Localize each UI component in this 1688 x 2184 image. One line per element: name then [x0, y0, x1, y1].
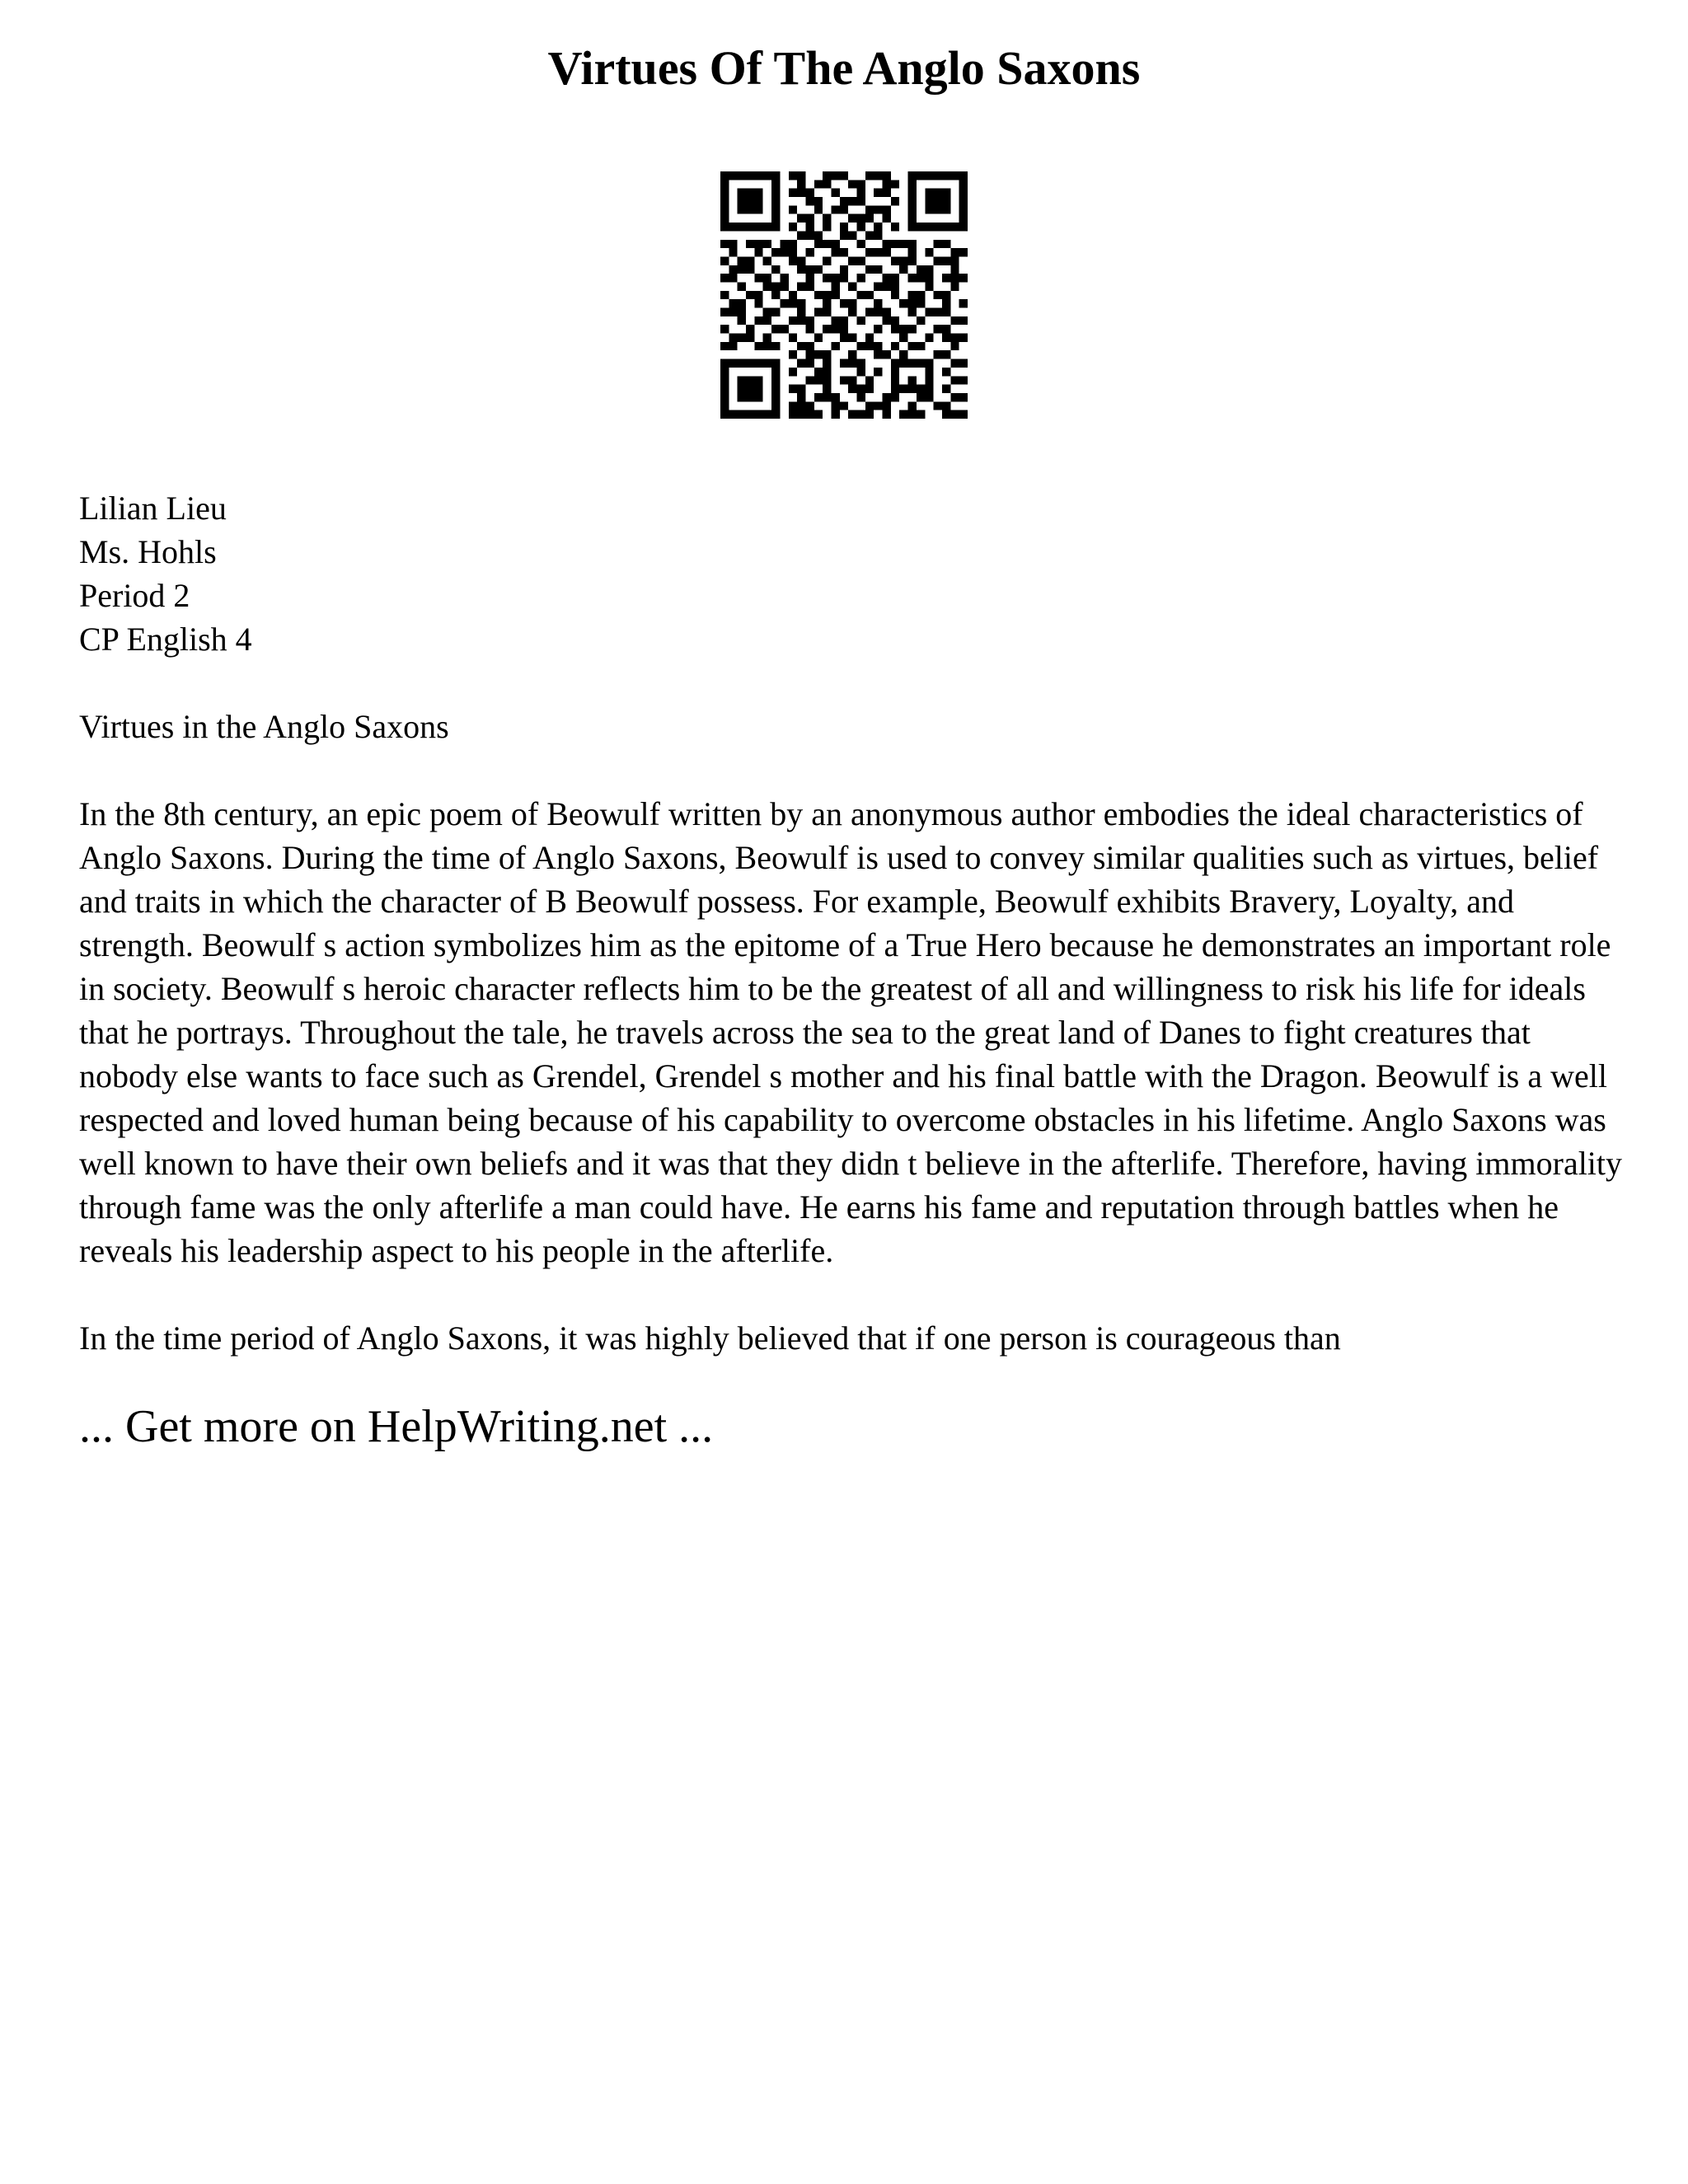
document-body: [79, 486, 1629, 1455]
essay-title: Virtues in the Anglo Saxons: [79, 708, 449, 745]
qr-code-icon: [720, 171, 968, 419]
document-title: Virtues Of The Anglo Saxons: [547, 41, 1141, 95]
course-name: CP English 4: [79, 621, 252, 658]
essay-paragraph: In the time period of Anglo Saxons, it was highly believed that if one person is courageous than: [79, 1319, 1341, 1357]
class-period: Period 2: [79, 577, 190, 614]
get-more-link[interactable]: ... Get more on HelpWriting.net ...: [79, 1401, 714, 1452]
teacher-name: Ms. Hohls: [79, 533, 217, 570]
essay-paragraph: In the 8th century, an epic poem of Beowulf written by an anonymous author embodies the ideal characteristics of Anglo Saxons. During the time of Anglo Saxons, Beowulf is used to convey similar qualities such as virtues, belief and traits in which the character of B Beowulf possess. For example, Beowulf exhibits Bravery, Loyalty, and strength. Beowulf s action symbolizes him as the epitome of a True Hero because he demonstrates an important role in society. Beowulf s heroic character reflects him to be the greatest of all and willingness to risk his life for ideals that he portrays. Throughout the tale, he travels across the sea to the great land of Danes to fight creatures that nobody else wants to face such as Grendel, Grendel s mother and his final battle with the Dragon. Beowulf is a well respected and loved human being because of his capability to overcome obstacles in his lifetime. Anglo Saxons was well known to have their own beliefs and it was that they didn t believe in the afterlife. Therefore, having immorality through fame was the only afterlife a man could have. He earns his fame and reputation through battles when he reveals his leadership aspect to his people in the afterlife.: [79, 795, 1623, 1269]
author-header: [79, 486, 1629, 661]
author-name: Lilian Lieu: [79, 490, 227, 527]
